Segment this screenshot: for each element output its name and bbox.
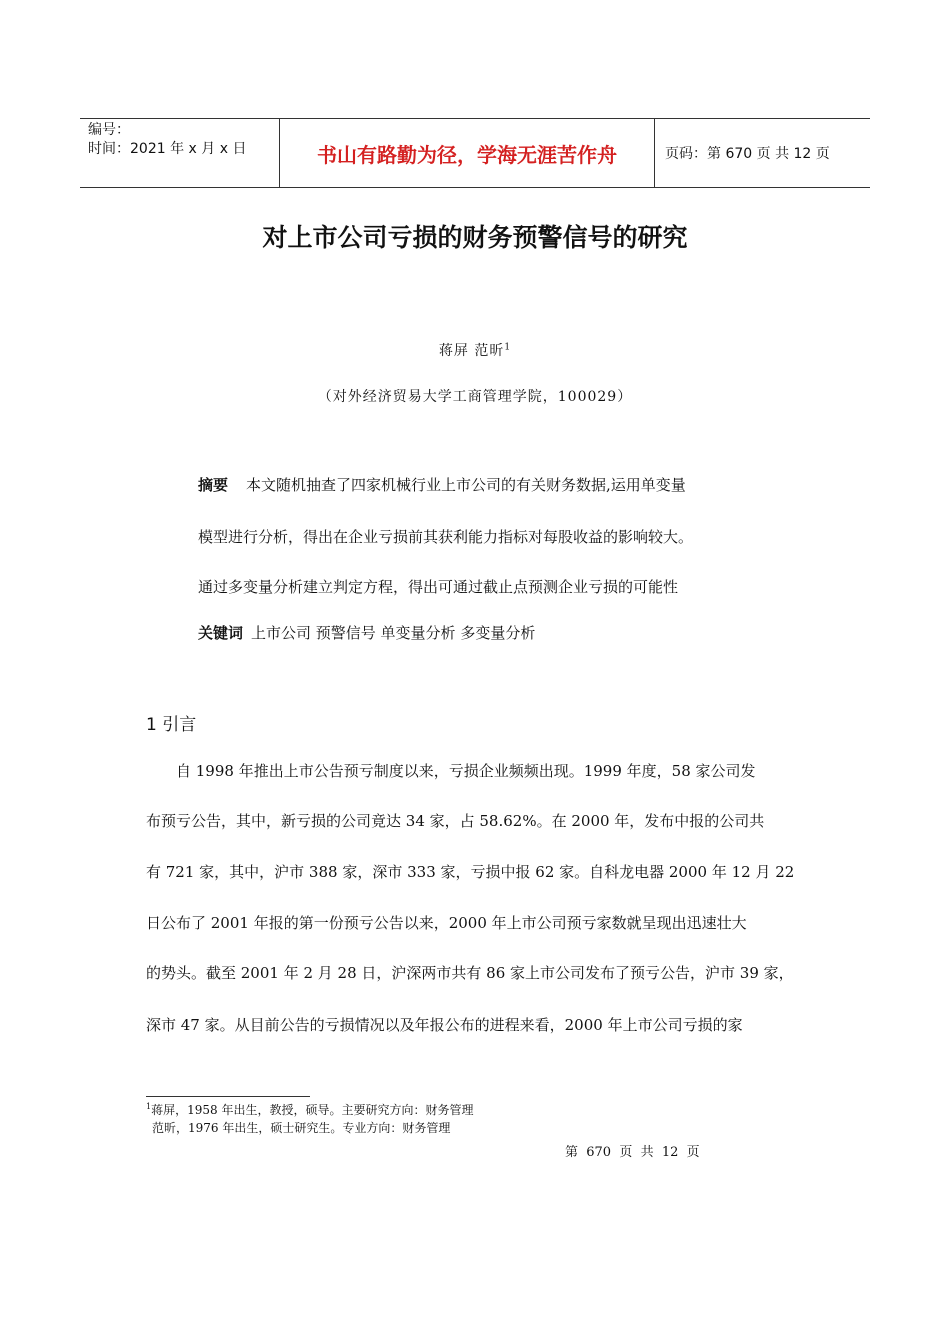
paragraph-line: 有 721 家，其中，沪市 388 家，深市 333 家，亏损中报 62 家。自科龙电器 2000 年 12 月 22 bbox=[146, 863, 795, 881]
page-number: 第 670 页 共 12 页 bbox=[565, 1145, 700, 1160]
footnote-divider bbox=[146, 1096, 310, 1097]
paragraph-line: 日公布了 2001 年报的第一份预亏公告以来，2000 年上市公司预亏家数就呈现出迅速壮大 bbox=[146, 914, 747, 932]
header-motto: 书山有路勤为径，学海无涯苦作舟 bbox=[280, 119, 655, 187]
affiliation: （对外经济贸易大学工商管理学院，100029） bbox=[317, 389, 633, 405]
footnote-1: $^1$蒋屏，1958 年出生，教授，硕导。主要研究方向：财务管理 bbox=[146, 1102, 474, 1117]
abstract-line-1: 摘要 本文随机抽查了四家机械行业上市公司的有关财务数据,运用单变量 bbox=[198, 476, 686, 494]
abstract-label: 摘要 bbox=[198, 476, 229, 494]
number-label: 编号： bbox=[88, 122, 130, 138]
header-meta bbox=[80, 119, 280, 187]
time-label: 时间：2021 年 x 月 x 日 bbox=[88, 141, 247, 157]
document-title: 对上市公司亏损的财务预警信号的研究 bbox=[262, 223, 688, 252]
footnote-2: 范昕，1976 年出生，硕士研究生。专业方向：财务管理 bbox=[152, 1121, 451, 1135]
authors bbox=[0, 340, 950, 360]
paragraph-line: 的势头。截至 2001 年 2 月 28 日，沪深两市共有 86 家上市公司发布了预亏公告，沪市 39 家， bbox=[146, 964, 794, 982]
abstract-line-2: 模型进行分析，得出在企业亏损前其获利能力指标对每股收益的影响较大。 bbox=[198, 528, 694, 546]
header-table bbox=[80, 118, 870, 188]
footnote-mark: 1 bbox=[146, 1102, 152, 1111]
author-names: 蒋屏 范昕 bbox=[438, 343, 505, 359]
keywords-line bbox=[198, 622, 535, 643]
paragraph-line: 布预亏公告，其中，新亏损的公司竟达 34 家，占 58.62%。在 2000 年，发布中报的公司共 bbox=[146, 812, 765, 830]
author-footnote-mark: 1 bbox=[504, 342, 512, 353]
abstract-line-3: 通过多变量分析建立判定方程，得出可通过截止点预测企业亏损的可能性 bbox=[198, 578, 679, 596]
keywords-text: 上市公司 预警信号 单变量分析 多变量分析 bbox=[251, 624, 536, 642]
section-heading: 1 引言 bbox=[146, 715, 197, 735]
paragraph-line: 深市 47 家。从目前公告的亏损情况以及年报公布的进程来看，2000 年上市公司亏损的家 bbox=[146, 1016, 743, 1034]
paragraph-line: 自 1998 年推出上市公告预亏制度以来，亏损企业频频出现。1999 年度，58 家公司发 bbox=[176, 762, 756, 780]
keywords-label: 关键词 bbox=[198, 624, 244, 642]
header-page-info: 页码：第 670 页 共 12 页 bbox=[665, 146, 830, 162]
